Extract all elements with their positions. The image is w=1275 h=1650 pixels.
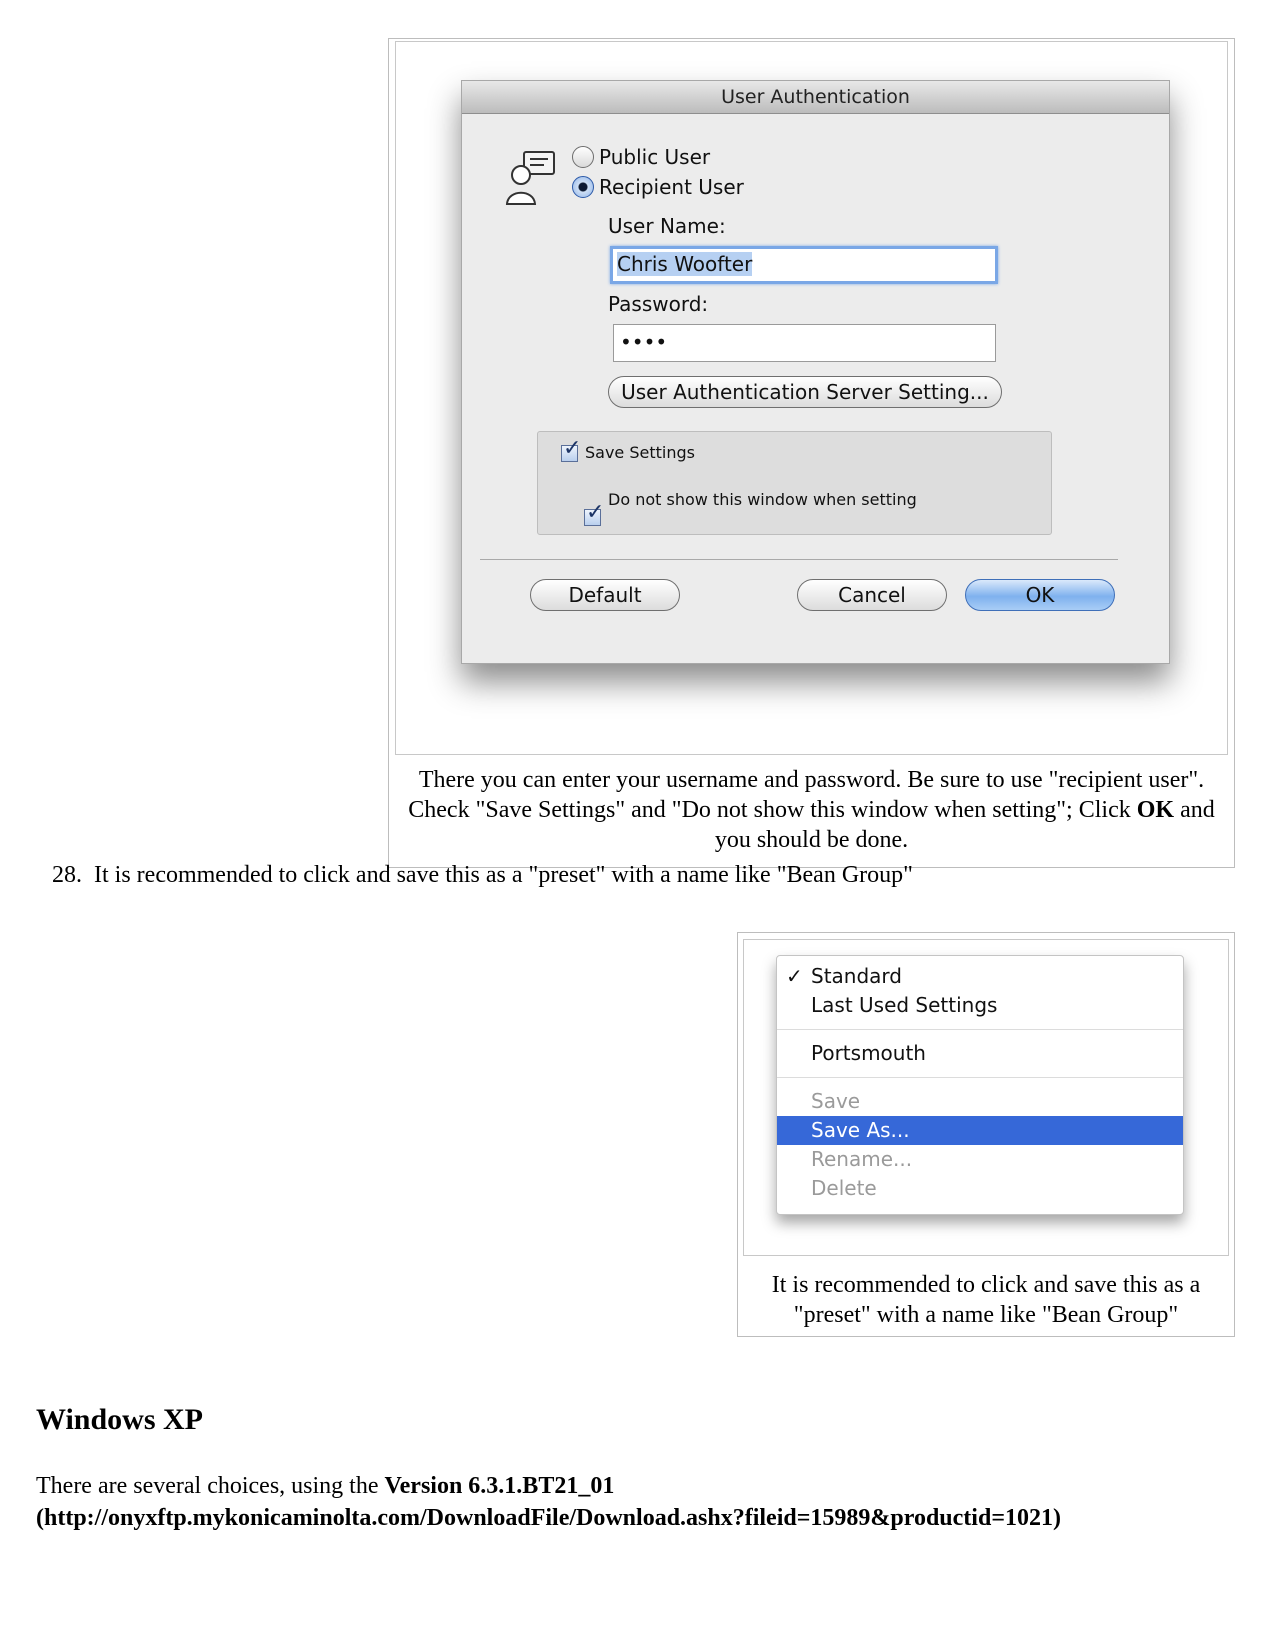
- menu-item-delete: Delete: [811, 1176, 877, 1200]
- public-user-label: Public User: [599, 145, 711, 169]
- screenshot-frame: [395, 41, 1228, 755]
- presets-menu: [776, 955, 1184, 1215]
- username-label: User Name:: [608, 214, 726, 238]
- caption-text: There you can enter your username and password. Be sure to use "recipient user". Check "Save Settings" and "Do not show this window when setting"; Click: [408, 767, 1205, 823]
- server-setting-button[interactable]: User Authentication Server Setting...: [608, 376, 1002, 408]
- save-settings-label: Save Settings: [585, 443, 695, 462]
- figure-preset-menu: [737, 932, 1235, 1337]
- save-settings-checkbox[interactable]: [561, 436, 582, 462]
- download-link[interactable]: (http://onyxftp.mykonicaminolta.com/DownloadFile/Download.ashx?fileid=15989&productid=1021): [36, 1505, 1061, 1531]
- step-text: It is recommended to click and save this as a "preset" with a name like "Bean Group": [94, 862, 913, 888]
- checkmark-icon: ✓: [786, 964, 803, 988]
- password-label: Password:: [608, 292, 709, 316]
- checkmark-icon: ✓: [586, 500, 605, 525]
- step-number: 28.: [52, 862, 82, 888]
- save-settings-group: [537, 431, 1052, 535]
- menu-item-save: Save: [811, 1089, 861, 1113]
- ok-button[interactable]: OK: [965, 579, 1115, 611]
- caption-text-end: and you should be done.: [714, 797, 1215, 853]
- figure-user-authentication: [388, 38, 1235, 868]
- menu-item-rename: Rename...: [811, 1147, 913, 1171]
- do-not-show-checkbox[interactable]: [584, 500, 605, 526]
- version-text: Version 6.3.1.BT21_01: [384, 1473, 615, 1499]
- section-heading: Windows XP: [36, 1403, 203, 1436]
- recipient-user-label: Recipient User: [599, 175, 744, 199]
- menu-separator: [777, 1029, 1183, 1030]
- figure2-caption: It is recommended to click and save this as a "preset" with a name like "Bean Group": [771, 1272, 1201, 1328]
- windows-xp-paragraph: [36, 1470, 1246, 1534]
- default-button[interactable]: Default: [530, 579, 680, 611]
- password-value: ••••: [620, 330, 668, 354]
- menu-separator: [777, 1077, 1183, 1078]
- username-value: Chris Woofter: [617, 252, 753, 276]
- recipient-user-radio[interactable]: [572, 176, 594, 198]
- figure1-caption: [395, 765, 1228, 855]
- checkmark-icon: ✓: [563, 436, 582, 461]
- dialog-title: User Authentication: [462, 81, 1169, 114]
- password-input[interactable]: [613, 324, 996, 362]
- menu-item-last-used-settings[interactable]: Last Used Settings: [811, 993, 998, 1017]
- cancel-button[interactable]: Cancel: [797, 579, 947, 611]
- screenshot-frame: [743, 939, 1229, 1256]
- caption-bold-ok: OK: [1136, 797, 1175, 823]
- menu-item-standard[interactable]: Standard: [811, 964, 902, 988]
- user-icon: [504, 149, 558, 207]
- public-user-radio[interactable]: [572, 146, 594, 168]
- user-authentication-dialog: [461, 80, 1170, 664]
- do-not-show-label: Do not show this window when setting: [608, 490, 917, 509]
- menu-item-portsmouth[interactable]: Portsmouth: [811, 1041, 926, 1065]
- username-input[interactable]: [610, 246, 998, 284]
- step-28: [52, 860, 913, 890]
- dialog-separator: [480, 559, 1118, 560]
- intro-text: There are several choices, using the: [36, 1473, 385, 1499]
- menu-item-save-as[interactable]: Save As...: [777, 1116, 1183, 1145]
